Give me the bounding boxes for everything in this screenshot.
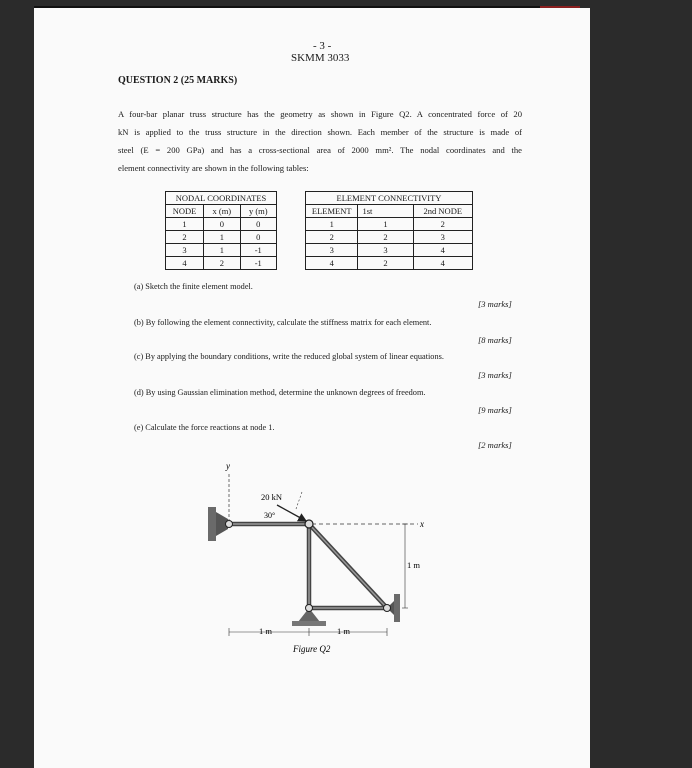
table-cell: 4	[306, 257, 358, 270]
connectivity-table-title: ELEMENT CONNECTIVITY	[306, 192, 473, 205]
table-cell: 1	[204, 244, 240, 257]
page-number: - 3 -	[313, 40, 332, 52]
table-cell: 0	[240, 218, 276, 231]
part-d-marks: [9 marks]	[478, 405, 512, 415]
part-b: (b) By following the element connectivity, calculate the stiffness matrix for each element.	[134, 318, 432, 327]
force-arrow	[277, 505, 306, 521]
node-3	[306, 605, 313, 612]
nodal-table-title: NODAL COORDINATES	[166, 192, 277, 205]
part-b-marks: [8 marks]	[478, 335, 512, 345]
table-cell: 2	[166, 231, 204, 244]
dimension-right-label: 1 m	[337, 626, 350, 636]
intro-line-4: element connectivity are shown in the following tables:	[118, 163, 309, 173]
intro-line-3: steel (E = 200 GPa) and has a cross-sectional area of 2000 mm². The nodal coordinates and the	[118, 145, 522, 155]
table-cell: 2	[204, 257, 240, 270]
angle-label: 30°	[264, 511, 276, 520]
question-title: QUESTION 2 (25 MARKS)	[118, 75, 238, 86]
part-c-marks: [3 marks]	[478, 370, 512, 380]
table-cell: 3	[413, 231, 472, 244]
table-cell: 4	[166, 257, 204, 270]
part-e: (e) Calculate the force reactions at node 1.	[134, 423, 275, 432]
table-cell: 2	[358, 257, 413, 270]
part-e-marks: [2 marks]	[478, 440, 512, 450]
table-cell: 0	[240, 231, 276, 244]
dimension-left-label: 1 m	[259, 626, 272, 636]
part-d: (d) By using Gaussian elimination method, determine the unknown degrees of freedom.	[134, 388, 426, 397]
x-axis-label: x	[420, 519, 424, 529]
table-cell: -1	[240, 257, 276, 270]
part-a: (a) Sketch the finite element model.	[134, 282, 253, 291]
intro-line-1: A four-bar planar truss structure has the geometry as shown in Figure Q2. A concentrated force of 20	[118, 109, 522, 119]
nodal-header: y (m)	[240, 205, 276, 218]
connectivity-header: 1st	[358, 205, 413, 218]
part-a-marks: [3 marks]	[478, 299, 512, 309]
connectivity-header: ELEMENT	[306, 205, 358, 218]
figure-caption: Figure Q2	[293, 644, 331, 654]
y-axis-label: y	[226, 461, 230, 471]
table-cell: 4	[413, 257, 472, 270]
part-c: (c) By applying the boundary conditions, write the reduced global system of linear equations.	[134, 352, 444, 361]
table-cell: 0	[204, 218, 240, 231]
table-cell: 2	[358, 231, 413, 244]
table-cell: 3	[358, 244, 413, 257]
connectivity-header: 2nd NODE	[413, 205, 472, 218]
table-cell: 1	[204, 231, 240, 244]
table-cell: 2	[413, 218, 472, 231]
node-4	[384, 605, 391, 612]
table-cell: 2	[306, 231, 358, 244]
table-cell: 3	[166, 244, 204, 257]
nodal-header: x (m)	[204, 205, 240, 218]
table-cell: -1	[240, 244, 276, 257]
intro-line-2: kN is applied to the truss structure in the direction shown. Each member of the structure is made of	[118, 127, 522, 137]
table-cell: 1	[166, 218, 204, 231]
node-1	[226, 521, 233, 528]
table-cell: 1	[306, 218, 358, 231]
angle-reference-line	[296, 492, 302, 509]
course-code: SKMM 3033	[291, 52, 350, 64]
node-2	[305, 520, 313, 528]
force-label: 20 kN	[261, 492, 283, 502]
nodal-header: NODE	[166, 205, 204, 218]
table-cell: 1	[358, 218, 413, 231]
dimension-vertical-label: 1 m	[407, 560, 420, 570]
table-cell: 4	[413, 244, 472, 257]
table-cell: 3	[306, 244, 358, 257]
